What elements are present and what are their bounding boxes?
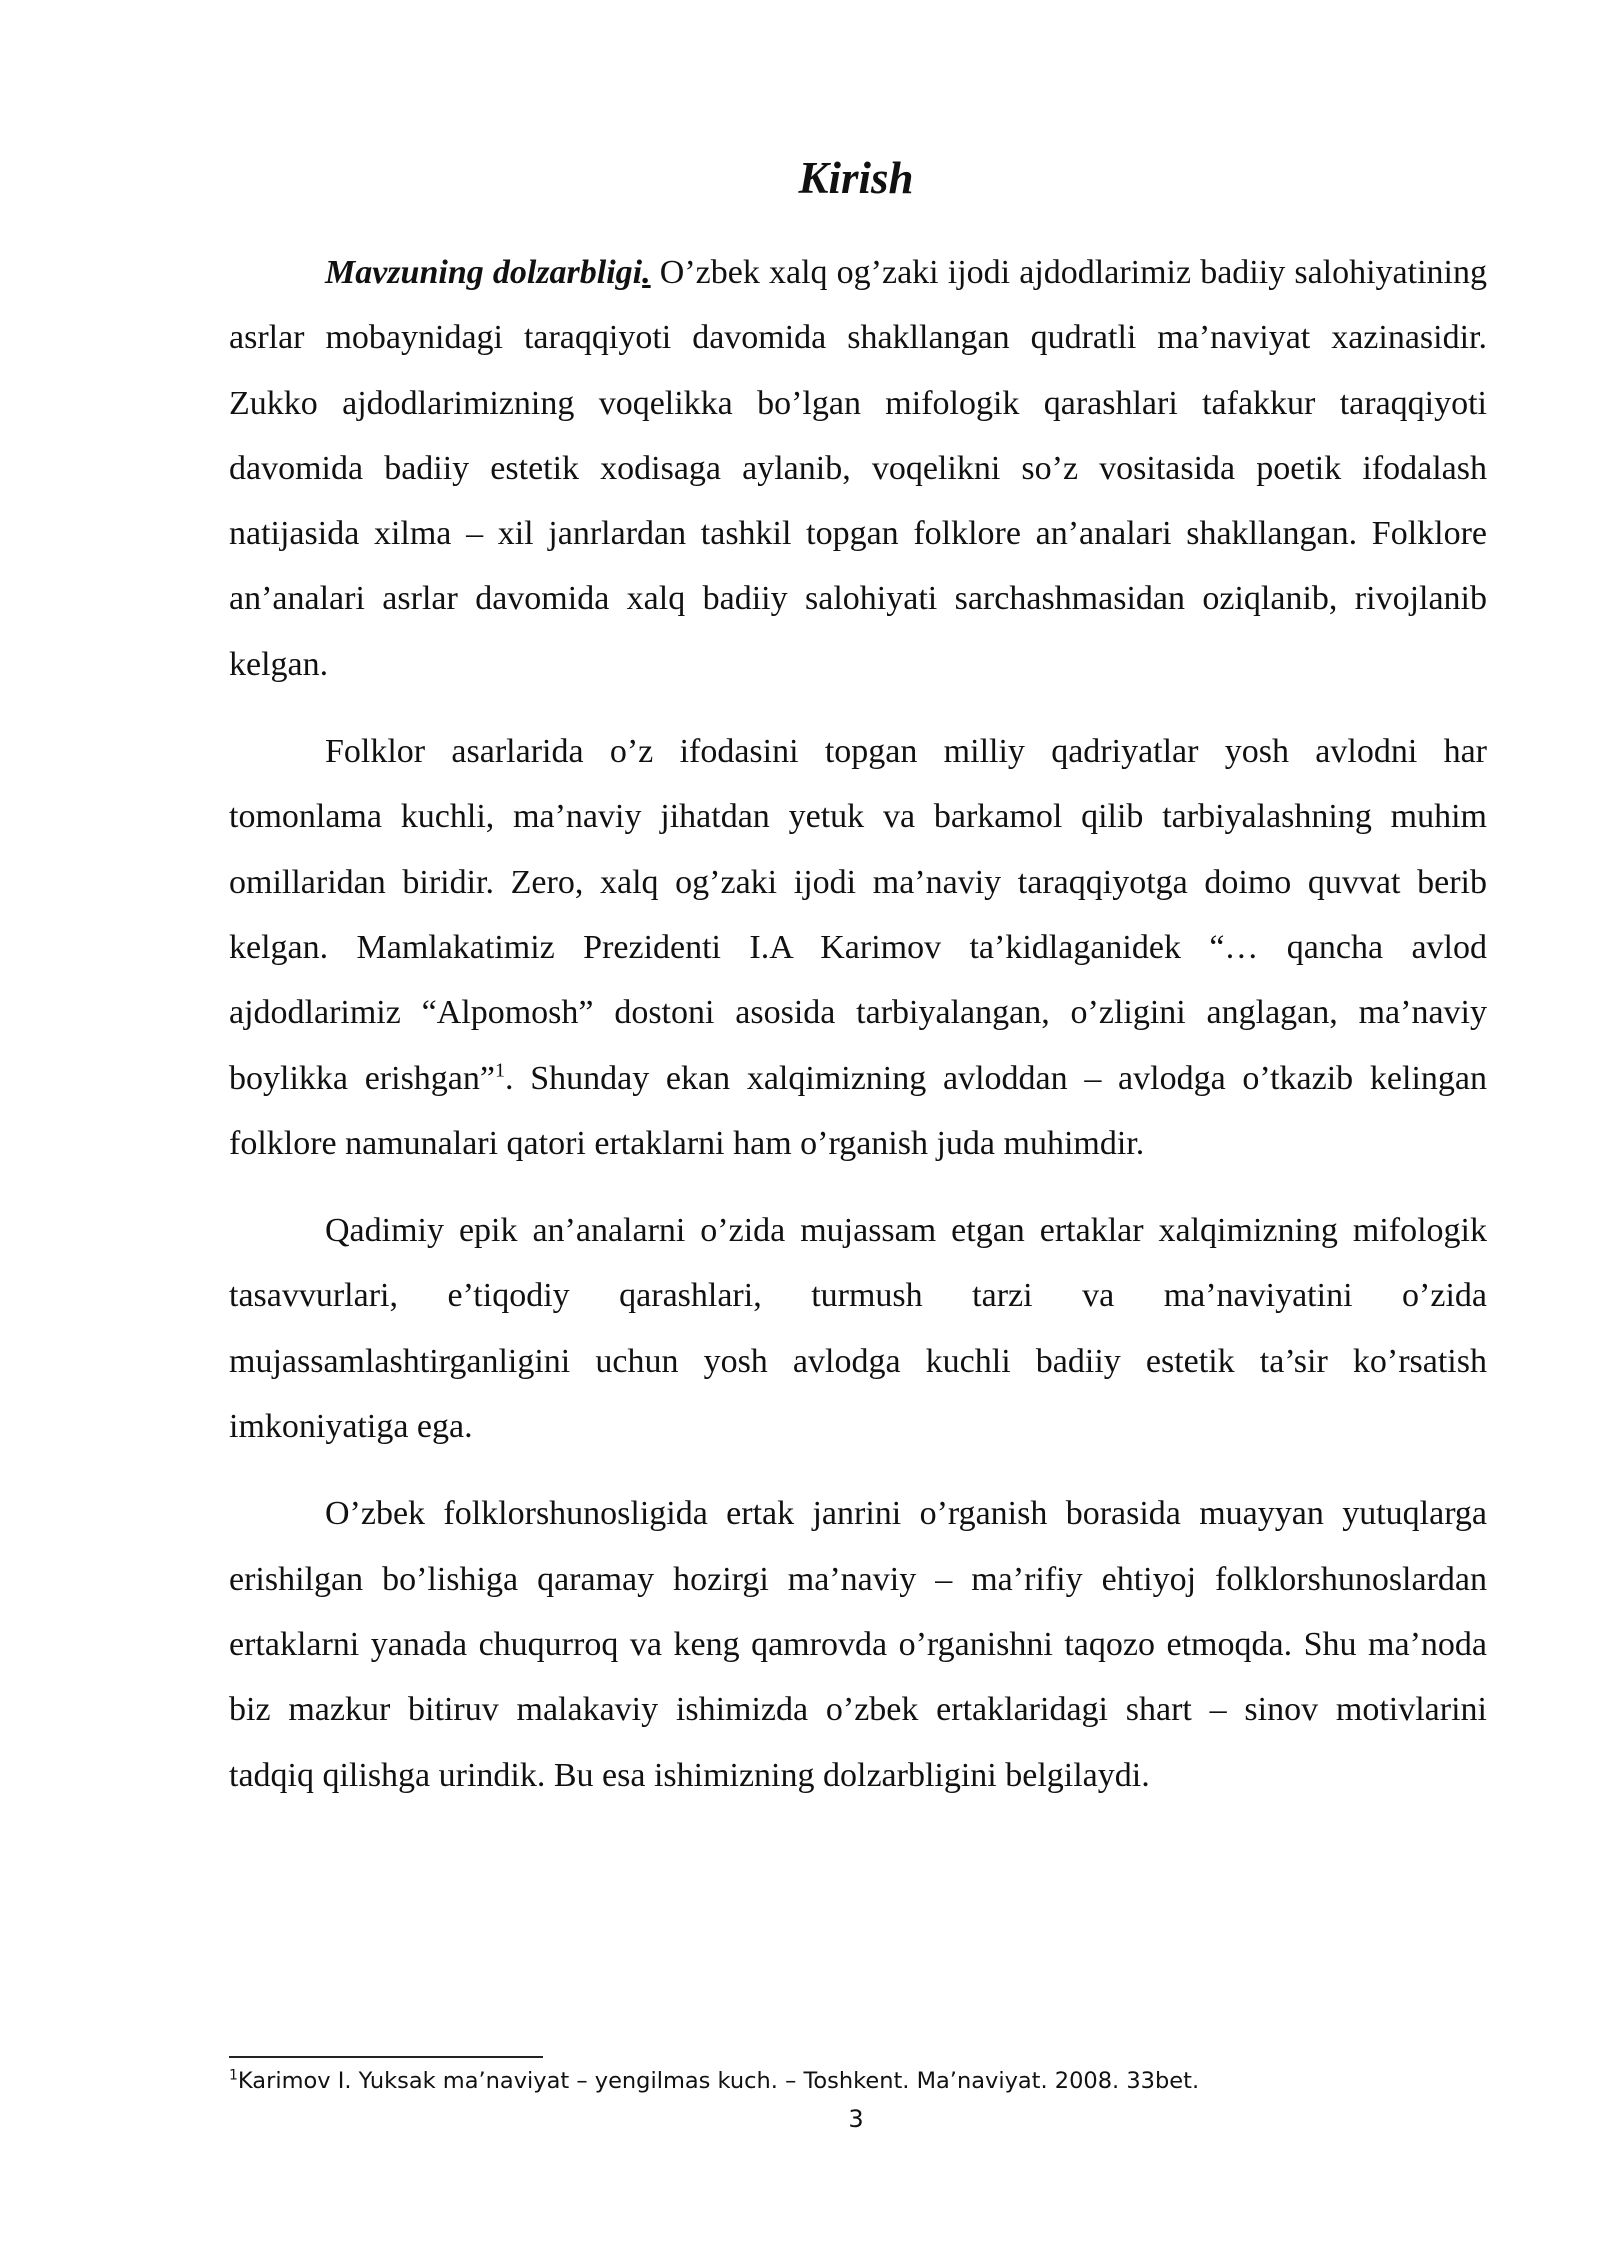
footnote-text: Karimov I. Yuksak ma’naviyat – yengilmas kuch. – Toshkent. Ma’naviyat. 2008. 33bet. [237, 2068, 1200, 2094]
footnote [229, 2066, 1199, 2096]
paragraph-lead-heading [325, 254, 651, 291]
footnote-separator [229, 2056, 543, 2058]
lead-heading-text: Mavzuning dolzarbligi [325, 254, 643, 291]
paragraph-text-after-ref: . Shunday ekan xalqimizning avloddan – avlodga o’tkazib kelingan folklore namunalari qatori ertaklarni ham o’rganish juda muhimdir. [229, 1059, 1487, 1162]
paragraph-folkloristics [229, 1481, 1487, 1807]
footnote-marker: 1 [229, 2067, 238, 2084]
lead-heading-punct: . [642, 254, 651, 291]
paragraph-text: O’zbek xalq og’zaki ijodi ajdodlarimiz badiiy salohiyatining asrlar mobaynidagi taraqqiyoti davomida shakllangan qudratli ma’naviyat xazinasidir. Zukko ajdodlarimizning voqelikka bo’lgan mifologik qarashlari tafakkur taraqqiyoti davomida badiiy estetik xodisaga aylanib, voqelikni so’z vositasida poetik ifodalash natijasida xilma – xil janrlardan tashkil topgan folklore an’analari shakllangan. Folklore an’analari asrlar davomida xalq badiiy salohiyati sarchashmasidan oziqlanib, rivojlanib kelgan. [229, 254, 1487, 683]
page-title: Kirish [798, 153, 914, 203]
paragraph-folklore-values [229, 719, 1487, 1176]
footnote-reference[interactable]: 1 [494, 1059, 505, 1082]
paragraph-text: Qadimiy epik an’analarni o’zida mujassam etgan ertaklar xalqimizning mifologik tasavvurlari, e’tiqodiy qarashlari, turmush tarzi va ma’naviyatini o’zida mujassamlashtirganligini uchun yosh avlodga kuchli badiiy estetik ta’sir ko’rsatish imkoniyatiga ega. [229, 1212, 1487, 1446]
paragraph-text: O’zbek folklorshunosligida ertak janrini o’rganish borasida muayyan yutuqlarga erishilgan bo’lishiga qaramay hozirgi ma’naviy – ma’rifiy ehtiyoj folklorshunoslardan ertaklarni yanada chuqurroq va keng qamrovda o’rganishni taqozo etmoqda. Shu ma’noda biz mazkur bitiruv malakaviy ishimizda o’zbek ertaklaridagi shart – sinov motivlarini tadqiq qilishga urindik. Bu esa ishimizning dolzarbligini belgilaydi. [229, 1495, 1487, 1794]
paragraph-text-before-ref: Folklor asarlarida o’z ifodasini topgan milliy qadriyatlar yosh avlodni har tomonlama kuchli, ma’naviy jihatdan yetuk va barkamol qilib tarbiyalashning muhim omillaridan biridir. Zero, xalq og’zaki ijodi ma’naviy taraqqiyotga doimo quvvat berib kelgan. Mamlakatimiz Prezidenti I.A Karimov ta’kidlaganidek “… qancha avlod ajdodlarimiz “Alpomosh” dostoni asosida tarbiyalangan, o’zligini anglagan, ma’naviy boylikka erishgan” [229, 733, 1487, 1097]
page-number: 3 [848, 2105, 864, 2133]
document-body [229, 240, 1487, 1830]
paragraph-epic-traditions [229, 1198, 1487, 1459]
paragraph-relevance [229, 240, 1487, 697]
